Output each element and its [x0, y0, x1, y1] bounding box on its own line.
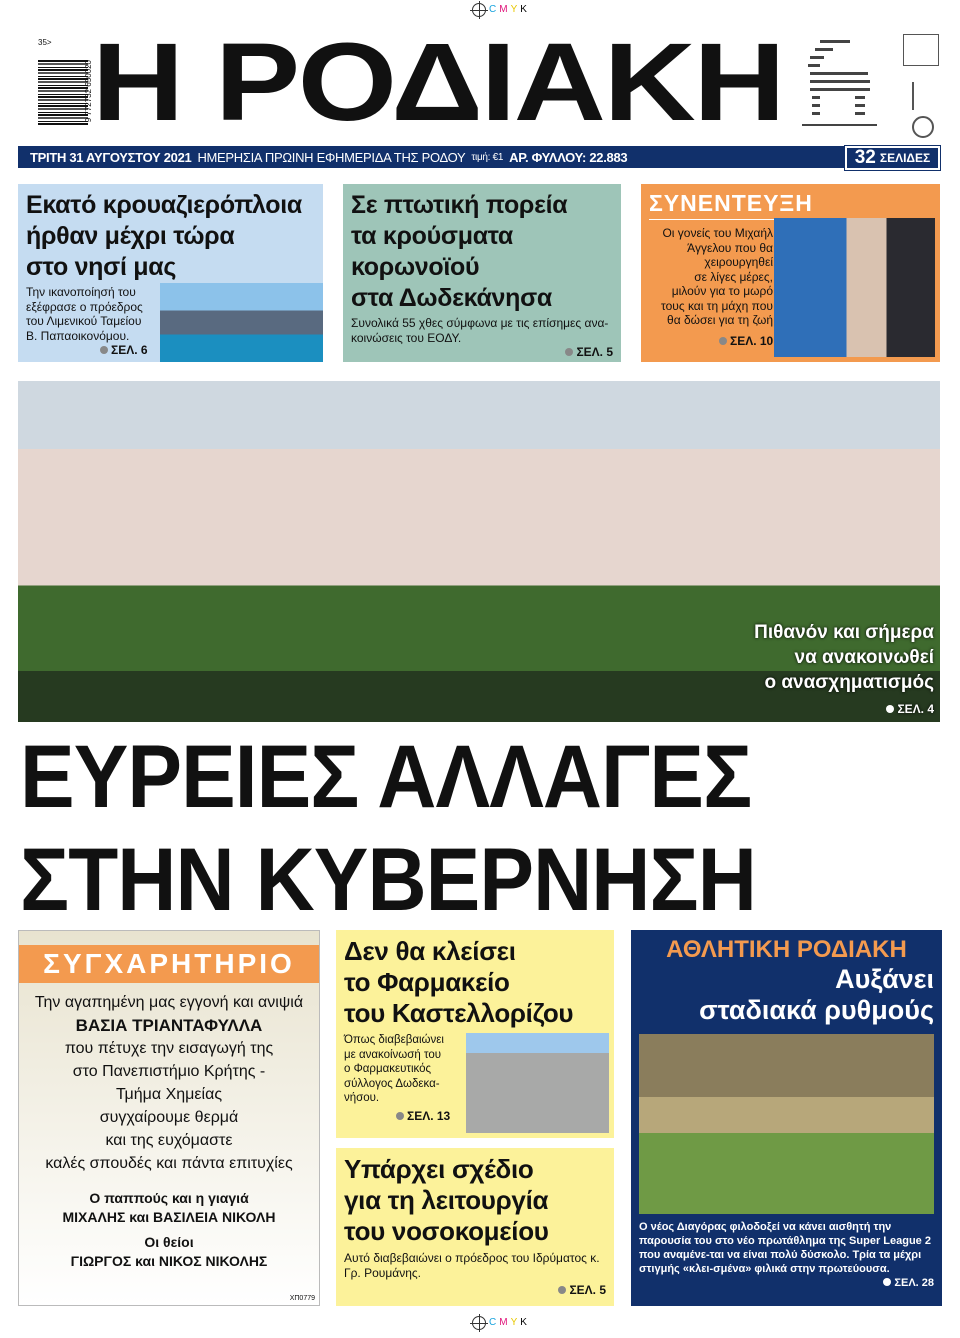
story-title: Εκατό κρουαζιερόπλοια ήρθαν μέχρι τώρα στο νησί μας — [26, 191, 302, 281]
cmyk-mark-bottom: C M Y K — [472, 1316, 527, 1330]
story-title: Αυξάνει σταδιακά ρυθμούς — [699, 964, 934, 1025]
page-ref: ΣΕΛ. 13 — [396, 1109, 606, 1124]
congratulations-ad: ΣΥΓΧΑΡΗΤΗΡΙΟ Την αγαπημένη μας εγγονή και ανιψιά ΒΑΣΙΑ ΤΡΙΑΝΤΑΦΥΛΛΑ που πέτυχε την εισαγωγή της στο Πανεπιστήμιο Κρήτης - Τμήμα Χημείας συγχαίρουμε θερμά και της ευχόμαστε καλές σπουδές και πάντα επιτυχίες Ο παππούς και η γιαγιά ΜΙΧΑΛΗΣ και ΒΑΣΙΛΕΙΑ ΝΙΚΟΛΗ Οι θείοι ΓΙΩΡΓΟΣ και ΝΙΚΟΣ ΝΙΚΟΛΗΣ ΧΠ0779 — [18, 930, 320, 1306]
story-text: Όπως διαβεβαιώνει με ανακοίνωσή του ο Φαρμακευτικός σύλλογος Δωδεκα- νήσου. — [344, 1034, 444, 1104]
barcode — [38, 60, 88, 126]
pages-count-badge: 32 ΣΕΛΙΔΕΣ — [845, 146, 940, 170]
registration-icon — [472, 1316, 486, 1330]
certification-logo — [903, 34, 939, 66]
page-ref: ΣΕΛ. 6 — [100, 343, 315, 358]
story-text: Την ικανοποίησή του εξέφρασε ο πρόεδρος του Λιμενικού Ταμείου Β. Παπαοικονόμου. — [26, 285, 143, 343]
pharmacy-photo — [466, 1033, 609, 1133]
story-text: Συνολικά 55 χθες σύμφωνα με τις επίσημες ανα-κοινώσεις του ΕΟΔΥ. — [351, 316, 609, 345]
cmyk-mark-top: C M Y K — [472, 3, 527, 17]
football-photo — [639, 1034, 934, 1214]
info-band: ΤΡΙΤΗ 31 ΑΥΓΟΥΣΤΟΥ 2021 ΗΜΕΡΗΣΙΑ ΠΡΩΙΝΗ ΕΦΗΜΕΡΙΔΑ ΤΗΣ ΡΟΔΟΥ τιμή: €1 ΑΡ. ΦΥΛΛΟΥ: 22.883 — [18, 146, 940, 168]
barcode-addon: 35> — [38, 38, 52, 47]
story-covid[interactable] — [343, 184, 621, 362]
story-hospital[interactable] — [336, 1148, 614, 1306]
main-headline[interactable]: ΕΥΡΕΙΕΣ ΑΛΛΑΓΕΣ ΣΤΗΝ ΚΥΒΕΡΝΗΣΗ — [20, 726, 756, 929]
registration-icon — [472, 3, 486, 17]
deer-logo-icon — [800, 30, 882, 130]
section-label: ΣΥΝΕΝΤΕΥΞΗ — [649, 190, 929, 220]
story-sports[interactable] — [631, 930, 942, 1306]
story-text: Αυτό διαβεβαιώνει ο πρόεδρος του Ιδρύματος κ. Γρ. Ρουμάνης. — [344, 1251, 600, 1280]
seal-logo-icon — [912, 116, 934, 138]
masthead-title: Η ΡΟΔΙΑΚΗ — [92, 21, 784, 144]
main-photo-caption: Πιθανόν και σήμερα να ανακοινωθεί ο ανασχηματισμός ΣΕΛ. 4 — [754, 622, 934, 716]
page-ref: ΣΕΛ. 28 — [639, 1276, 934, 1290]
page-ref: ΣΕΛ. 5 — [344, 1283, 606, 1298]
story-title: Υπάρχει σχέδιο για τη λειτουργία του νοσοκομείου — [344, 1154, 549, 1246]
story-title: Σε πτωτική πορεία τα κρούσματα κορωνοϊού στα Δωδεκάνησα — [351, 191, 568, 312]
story-text: Οι γονείς του Μιχαήλ Άγγελου που θα χειρουργηθεί σε λίγες μέρες, μιλούν για το μωρό τους και τη μάχη που θα δώσει για τη ζωή — [661, 226, 773, 327]
section-label: ΣΥΓΧΑΡΗΤΗΡΙΟ — [19, 945, 319, 983]
elta-logo-icon — [912, 82, 932, 110]
barcode-number: 9 772732 650020 — [84, 60, 93, 123]
page-ref: ΣΕΛ. 10 — [719, 334, 932, 349]
story-title: Δεν θα κλείσει το Φαρμακείο του Καστελλορίζου — [344, 936, 574, 1028]
page-ref: ΣΕΛ. 5 — [351, 345, 613, 360]
story-text: Ο νέος Διαγόρας φιλοδοξεί να κάνει αισθητή την παρουσία του στο νέο πρωτάθλημα της Super League 2 που αναμένε-ται να είναι πολύ δύσκολο. Τρία τα μέχρι στιγμής «κλει-σμένα» φιλικά στην πρωτεύουσα. — [639, 1221, 931, 1275]
cruise-ship-photo — [160, 283, 323, 362]
section-label: ΑΘΛΗΤΙΚΗ ΡΟΔΙΑΚΗ — [666, 936, 907, 963]
family-photo — [774, 218, 935, 357]
